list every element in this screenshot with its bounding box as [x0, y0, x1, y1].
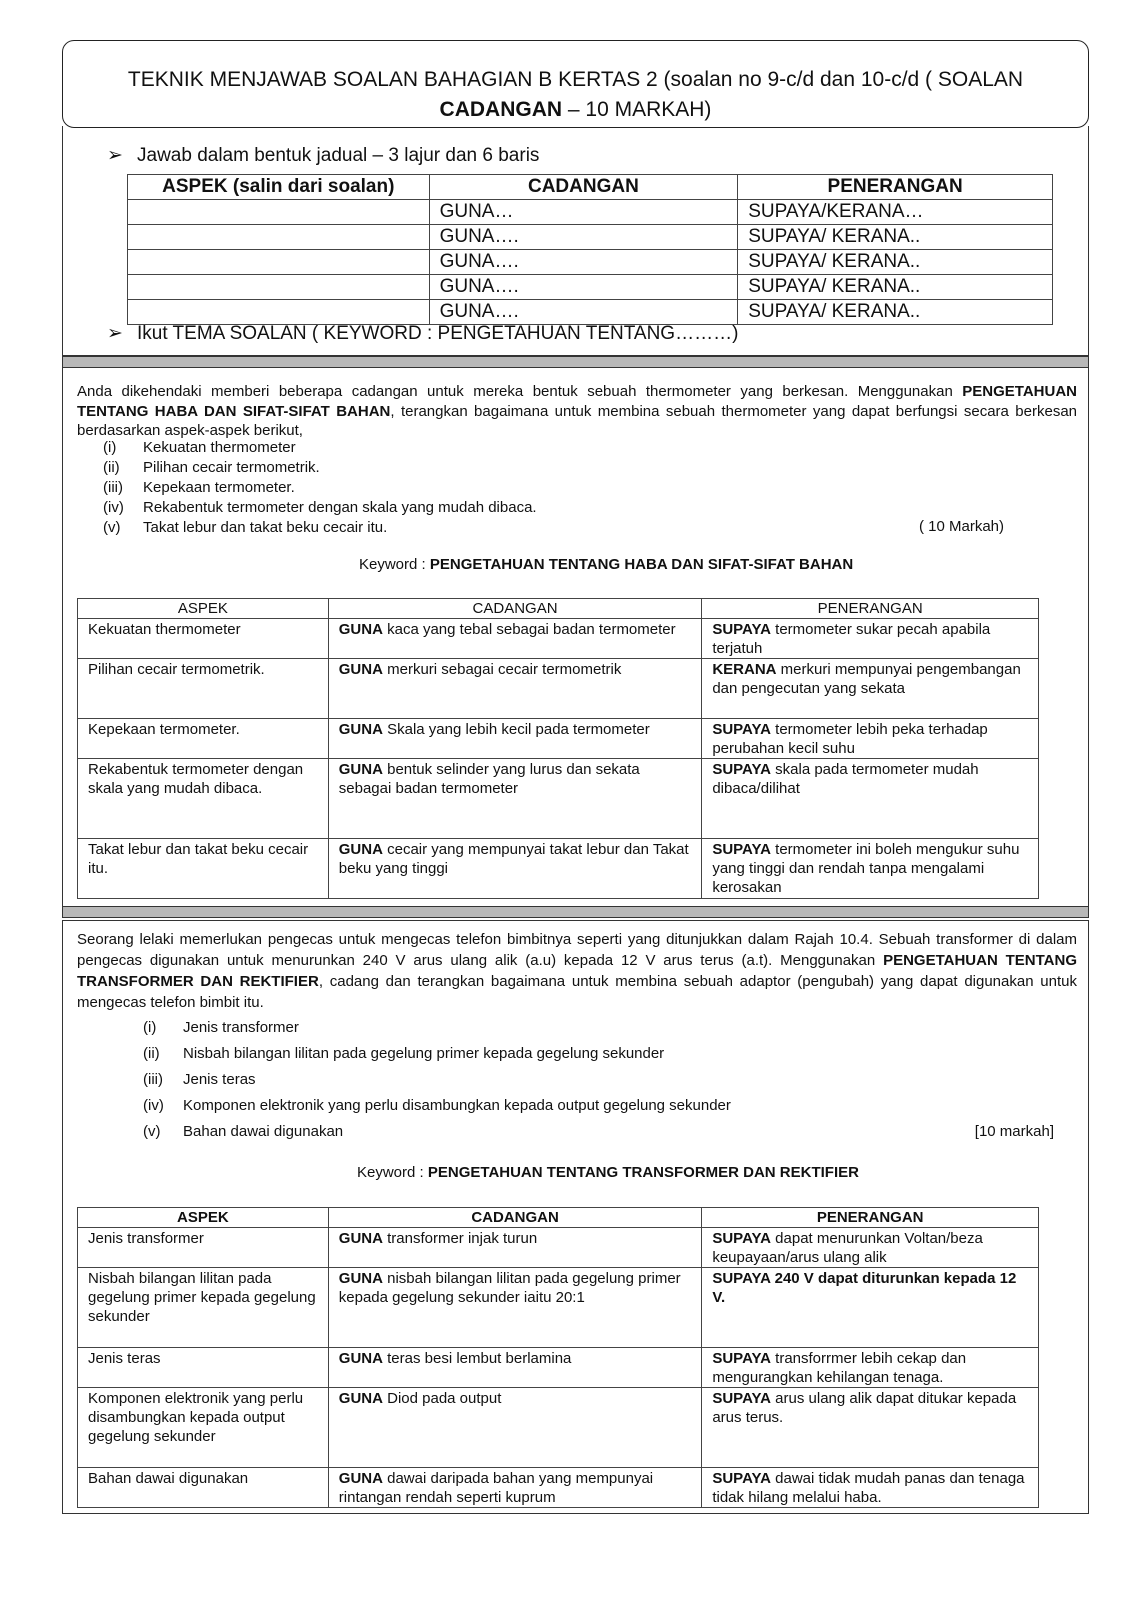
cadangan-cell: [328, 1468, 702, 1508]
keyword-value: PENGETAHUAN TENTANG TRANSFORMER DAN REKTIFIER: [427, 1164, 859, 1181]
table-cell: GUNA….: [429, 225, 738, 250]
aspect-list: [103, 438, 537, 538]
table-cell: [128, 275, 430, 300]
template-table: [127, 174, 1053, 325]
aspek-cell: Jenis teras: [78, 1348, 329, 1388]
cell-keyword: SUPAYA: [712, 721, 771, 738]
cell-keyword: SUPAYA: [712, 1230, 771, 1247]
cadangan-cell: [328, 719, 702, 759]
paragraph-keyword: PENGETAHUAN TENTANG TRANSFORMER DAN REKTIFIER: [77, 952, 1077, 990]
header-cell: ASPEK (salin dari soalan): [128, 175, 430, 200]
cadangan-cell: [328, 759, 702, 839]
cell-keyword: GUNA: [338, 661, 383, 678]
title-rest: – 10 MARKAH): [562, 98, 712, 121]
table-row: [128, 250, 1053, 275]
title-bold: CADANGAN: [439, 98, 563, 121]
list-item: [143, 1067, 731, 1093]
list-number: (i): [103, 439, 117, 456]
table-row: [128, 300, 1053, 325]
list-number: (i): [143, 1019, 157, 1036]
cell-keyword: SUPAYA: [712, 1470, 771, 1487]
question-transformer: [62, 920, 1089, 1514]
table-row: [128, 275, 1053, 300]
table-row: [128, 200, 1053, 225]
cell-keyword: GUNA: [338, 1390, 383, 1407]
cell-text: transformer injak turun: [382, 1230, 538, 1247]
arrow-bullet-icon: ➢: [107, 145, 123, 166]
instruction-section: [62, 126, 1089, 356]
question-paragraph: [77, 929, 1077, 1013]
list-item: [143, 1119, 731, 1145]
aspek-cell: Kepekaan termometer.: [78, 719, 329, 759]
list-number: (ii): [143, 1045, 160, 1062]
table-cell: SUPAYA/ KERANA..: [738, 275, 1053, 300]
list-text: Pilihan cecair termometrik.: [143, 459, 320, 476]
penerangan-cell: [702, 839, 1039, 899]
table-row: [78, 839, 1039, 899]
header-cell: PENERANGAN: [738, 175, 1053, 200]
table-cell: SUPAYA/ KERANA..: [738, 300, 1053, 325]
cell-text: arus ulang alik dapat ditukar kepada arus terus.: [712, 1390, 1017, 1426]
list-item: [103, 438, 537, 458]
cell-keyword: GUNA: [338, 1350, 383, 1367]
bullet-instruction-1: [107, 144, 539, 167]
penerangan-cell: [702, 619, 1039, 659]
list-number: (iv): [143, 1097, 164, 1114]
aspect-list: [143, 1015, 731, 1145]
header-cell: CADANGAN: [429, 175, 738, 200]
table-cell: [128, 300, 430, 325]
cell-text: termometer sukar pecah apabila terjatuh: [712, 621, 991, 657]
table-cell: [128, 225, 430, 250]
table-row: [78, 1468, 1039, 1508]
aspek-cell: Takat lebur dan takat beku cecair itu.: [78, 839, 329, 899]
list-item: [103, 498, 537, 518]
penerangan-cell: [702, 759, 1039, 839]
penerangan-cell: [702, 1268, 1039, 1348]
marks-label: ( 10 Markah): [918, 518, 1004, 535]
penerangan-cell: [702, 1348, 1039, 1388]
header-cell: ASPEK: [78, 599, 329, 619]
aspek-cell: Pilihan cecair termometrik.: [78, 659, 329, 719]
paragraph-keyword: PENGETAHUAN TENTANG HABA DAN SIFAT-SIFAT BAHAN: [77, 383, 1077, 420]
list-text: Takat lebur dan takat beku cecair itu.: [143, 519, 388, 536]
keyword-line: [359, 556, 853, 573]
keyword-value: PENGETAHUAN TENTANG HABA DAN SIFAT-SIFAT BAHAN: [429, 556, 854, 573]
list-text: Bahan dawai digunakan: [183, 1123, 344, 1140]
aspek-cell: Jenis transformer: [78, 1228, 329, 1268]
cadangan-cell: [328, 1348, 702, 1388]
cadangan-cell: [328, 839, 702, 899]
bullet-instruction-2: [107, 322, 738, 345]
header-cell: PENERANGAN: [702, 599, 1039, 619]
penerangan-cell: [702, 719, 1039, 759]
table-row: [78, 1388, 1039, 1468]
table-cell: GUNA….: [429, 300, 738, 325]
penerangan-cell: [702, 1468, 1039, 1508]
table-row: [78, 1228, 1039, 1268]
cell-text: termometer lebih peka terhadap perubahan kecil suhu: [712, 721, 988, 757]
cell-keyword: KERANA: [712, 661, 777, 678]
list-text: Rekabentuk termometer dengan skala yang mudah dibaca.: [143, 499, 537, 516]
keyword-label: Keyword :: [357, 1164, 428, 1181]
cadangan-cell: [328, 1228, 702, 1268]
list-number: (iii): [103, 479, 123, 496]
table-cell: SUPAYA/ KERANA..: [738, 225, 1053, 250]
header-cell: CADANGAN: [328, 599, 702, 619]
cell-keyword: SUPAYA: [712, 841, 771, 858]
answer-table: [77, 1207, 1039, 1508]
cell-text: nisbah bilangan lilitan pada gegelung primer kepada gegelung sekunder iaitu 20:1: [338, 1270, 681, 1306]
list-number: (iv): [103, 499, 124, 516]
list-text: Komponen elektronik yang perlu disambungkan kepada output gegelung sekunder: [183, 1097, 731, 1114]
cell-keyword: GUNA: [338, 721, 383, 738]
cell-text: kaca yang tebal sebagai badan termometer: [382, 621, 676, 638]
table-row: [78, 719, 1039, 759]
aspek-cell: Rekabentuk termometer dengan skala yang mudah dibaca.: [78, 759, 329, 839]
list-number: (ii): [103, 459, 120, 476]
paragraph-text: Anda dikehendaki memberi beberapa cadangan untuk mereka bentuk sebuah thermometer yang berkesan. Menggunakan: [77, 383, 963, 400]
table-row: [78, 619, 1039, 659]
table-row: [78, 659, 1039, 719]
list-number: (iii): [143, 1071, 163, 1088]
penerangan-cell: [702, 659, 1039, 719]
cell-text: Diod pada output: [382, 1390, 502, 1407]
table-cell: [128, 200, 430, 225]
bullet-text: Ikut TEMA SOALAN ( KEYWORD : PENGETAHUAN TENTANG………): [137, 323, 739, 344]
cell-keyword: SUPAYA: [712, 761, 771, 778]
list-item: [143, 1041, 731, 1067]
title-line-1: TEKNIK MENJAWAB SOALAN BAHAGIAN B KERTAS 2 (soalan no 9-c/d dan 10-c/d ( SOALAN: [127, 68, 1024, 91]
aspek-cell: Kekuatan thermometer: [78, 619, 329, 659]
table-cell: [128, 250, 430, 275]
cell-keyword: GUNA: [338, 1230, 383, 1247]
list-text: Jenis transformer: [183, 1019, 299, 1036]
table-cell: SUPAYA/KERANA…: [738, 200, 1053, 225]
list-text: Kekuatan thermometer: [143, 439, 296, 456]
cell-text: merkuri mempunyai pengembangan dan pengecutan yang sekata: [712, 661, 1021, 697]
list-number: (v): [103, 519, 121, 536]
table-header-row: [78, 1208, 1039, 1228]
question-thermometer: [62, 368, 1089, 908]
cell-keyword: GUNA: [338, 1470, 383, 1487]
cell-keyword: SUPAYA 240 V dapat diturunkan kepada 12 V.: [712, 1270, 1017, 1306]
section-divider: [62, 906, 1089, 918]
question-paragraph: [77, 382, 1077, 441]
cell-text: cecair yang mempunyai takat lebur dan Takat beku yang tinggi: [338, 841, 689, 877]
cadangan-cell: [328, 1388, 702, 1468]
page-title: [62, 40, 1089, 128]
marks-label: [10 markah]: [974, 1123, 1054, 1140]
section-divider: [62, 356, 1089, 368]
cell-keyword: GUNA: [338, 1270, 383, 1287]
cadangan-cell: [328, 659, 702, 719]
title-line-2: [63, 95, 1088, 125]
header-cell: PENERANGAN: [702, 1208, 1039, 1228]
cell-text: bentuk selinder yang lurus dan sekata sebagai badan termometer: [338, 761, 640, 797]
table-cell: GUNA….: [429, 275, 738, 300]
bullet-text: Jawab dalam bentuk jadual – 3 lajur dan 6 baris: [137, 145, 540, 166]
cell-text: termometer ini boleh mengukur suhu yang tinggi dan rendah tanpa mengalami kerosakan: [712, 841, 1020, 896]
aspek-cell: Komponen elektronik yang perlu disambungkan kepada output gegelung sekunder: [78, 1388, 329, 1468]
table-header-row: [78, 599, 1039, 619]
list-text: Nisbah bilangan lilitan pada gegelung primer kepada gegelung sekunder: [183, 1045, 665, 1062]
table-row: [128, 225, 1053, 250]
penerangan-cell: [702, 1388, 1039, 1468]
keyword-label: Keyword :: [359, 556, 430, 573]
answer-table: [77, 598, 1039, 899]
table-cell: GUNA…: [429, 200, 738, 225]
list-number: (v): [143, 1123, 161, 1140]
penerangan-cell: [702, 1228, 1039, 1268]
cell-text: dawai tidak mudah panas dan tenaga tidak hilang melalui haba.: [712, 1470, 1025, 1506]
arrow-bullet-icon: ➢: [107, 323, 123, 344]
aspek-cell: Nisbah bilangan lilitan pada gegelung primer kepada gegelung sekunder: [78, 1268, 329, 1348]
aspek-cell: Bahan dawai digunakan: [78, 1468, 329, 1508]
cell-keyword: SUPAYA: [712, 621, 771, 638]
cell-text: Skala yang lebih kecil pada termometer: [382, 721, 650, 738]
list-text: Kepekaan termometer.: [143, 479, 295, 496]
keyword-line: [357, 1164, 859, 1181]
cell-keyword: GUNA: [338, 621, 383, 638]
header-cell: CADANGAN: [328, 1208, 702, 1228]
table-row: [78, 1268, 1039, 1348]
list-item: [143, 1015, 731, 1041]
list-item: [103, 518, 537, 538]
table-row: [78, 759, 1039, 839]
list-item: [143, 1093, 731, 1119]
cell-keyword: GUNA: [338, 841, 383, 858]
cell-text: merkuri sebagai cecair termometrik: [382, 661, 622, 678]
paragraph-text: Seorang lelaki memerlukan pengecas untuk mengecas telefon bimbitnya seperti yang ditunjukkan dalam Rajah 10.4. Sebuah transformer di dalam pengecas digunakan untuk menurunkan 240 V arus ulang alik (a.u) kepada 12 V arus terus (a.t). Menggunakan: [77, 931, 1077, 969]
list-text: Jenis teras: [183, 1071, 256, 1088]
paragraph-text: , cadang dan terangkan bagaimana untuk membina sebuah adaptor (pengubah) yang dapat digunakan untuk mengecas telefon bimbit itu.: [77, 973, 1077, 1011]
cell-text: dawai daripada bahan yang mempunyai rintangan rendah seperti kuprum: [338, 1470, 654, 1506]
cell-text: teras besi lembut berlamina: [382, 1350, 572, 1367]
cell-text: transforrmer lebih cekap dan mengurangkan kehilangan tenaga.: [712, 1350, 967, 1386]
cadangan-cell: [328, 619, 702, 659]
paragraph-text: , terangkan bagaimana untuk membina sebuah thermometer yang dapat berfungsi secara berkesan berdasarkan aspek-aspek berikut,: [77, 402, 1078, 439]
cell-keyword: SUPAYA: [712, 1390, 771, 1407]
table-header-row: [128, 175, 1053, 200]
table-cell: SUPAYA/ KERANA..: [738, 250, 1053, 275]
cell-keyword: GUNA: [338, 761, 383, 778]
list-item: [103, 458, 537, 478]
cell-keyword: SUPAYA: [712, 1350, 771, 1367]
table-cell: GUNA….: [429, 250, 738, 275]
cell-text: dapat menurunkan Voltan/beza keupayaan/arus ulang alik: [712, 1230, 983, 1266]
header-cell: ASPEK: [78, 1208, 329, 1228]
cell-text: skala pada termometer mudah dibaca/dilihat: [712, 761, 979, 797]
list-item: [103, 478, 537, 498]
cadangan-cell: [328, 1268, 702, 1348]
table-row: [78, 1348, 1039, 1388]
